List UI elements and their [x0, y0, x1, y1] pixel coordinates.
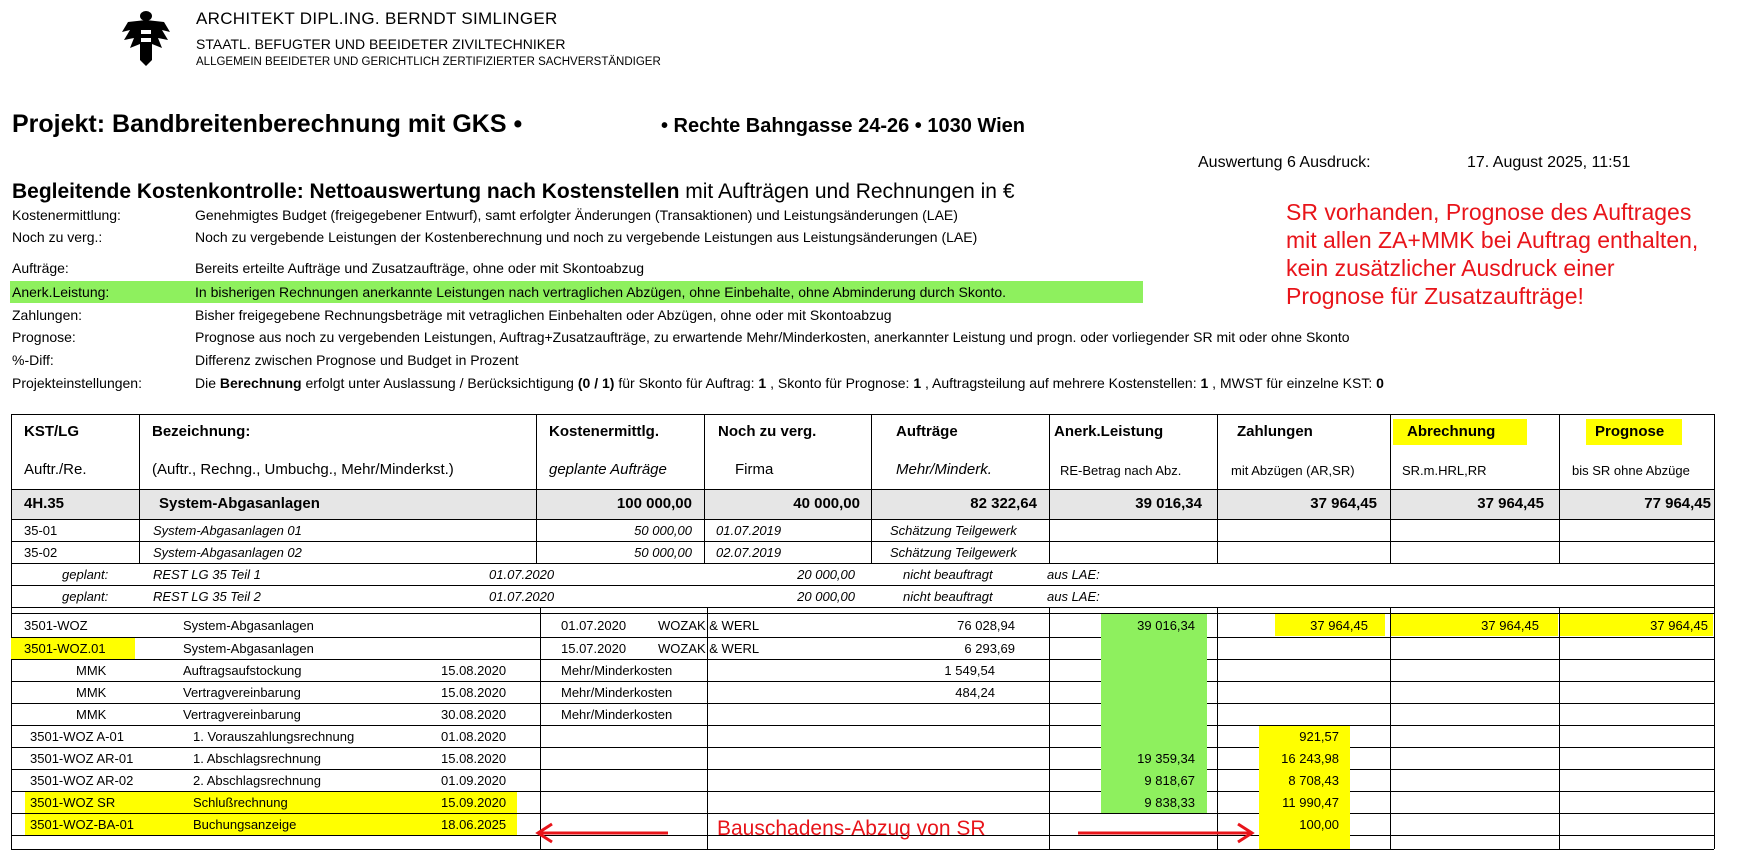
col-zahlungen: Zahlungen [1237, 423, 1313, 440]
col-prognose: Prognose [1595, 423, 1665, 440]
report-title: Begleitende Kostenkontrolle: Nettoauswertung nach Kostenstellen mit Aufträgen und Rechnungen in € [12, 180, 1015, 203]
col-anerk: Anerk.Leistung [1054, 423, 1164, 440]
eagle-emblem-logo [118, 8, 174, 68]
col-bezeichnung: Bezeichnung: [152, 423, 251, 440]
office-subtitle: STAATL. BEFUGTER UND BEEIDETER ZIVILTECHNIKER [196, 36, 566, 52]
sr-note: SR vorhanden, Prognose des Auftrages mit allen ZA+MMK bei Auftrag enthalten, kein zusätzlicher Ausdruck einer Prognose für Zusatzaufträge! [1286, 199, 1699, 309]
col-auftraege: Aufträge [896, 423, 958, 440]
bauschaden-annotation: Bauschadens-Abzug von SR [717, 817, 986, 840]
auswertung-label: Auswertung 6 Ausdruck: [1198, 154, 1371, 171]
col-abrechnung: Abrechnung [1407, 423, 1496, 440]
col-kst: KST/LG [24, 423, 79, 440]
col-kostenermittlung: Kostenermittlg. [549, 423, 660, 440]
office-certification: ALLGEMEIN BEEIDETER UND GERICHTLICH ZERTIFIZIERTER SACHVERSTÄNDIGER [196, 56, 661, 68]
project-address: • Rechte Bahngasse 24-26 • 1030 Wien [661, 115, 1025, 137]
project-settings: Die Berechnung erfolgt unter Auslassung / Berücksichtigung (0 / 1) für Skonto für Auftrag: 1 , Skonto für Prognose: 1 , Auftragsteilung auf mehrere Kostenstellen: 1 , MWST für einzelne KST: 0 [195, 375, 1384, 391]
print-datetime: 17. August 2025, 11:51 [1467, 154, 1631, 171]
annotation-arrows [530, 818, 1752, 848]
office-name: ARCHITEKT DIPL.ING. BERNDT SIMLINGER [196, 9, 558, 28]
col-noch-zu-verg: Noch zu verg. [718, 423, 817, 440]
project-title: Projekt: Bandbreitenberechnung mit GKS • [12, 110, 523, 138]
